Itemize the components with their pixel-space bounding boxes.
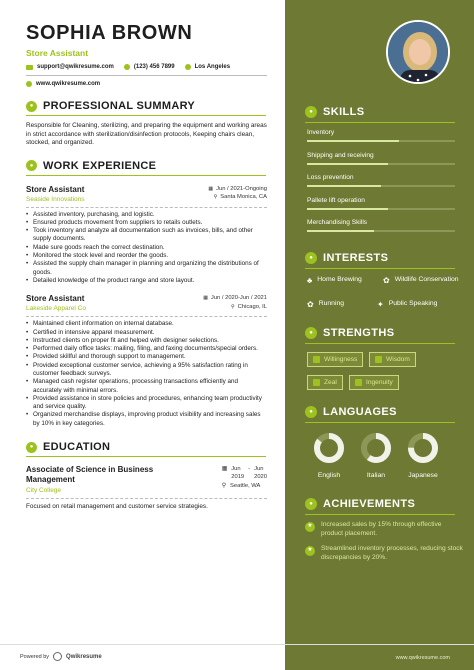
job-location: Chicago, IL bbox=[237, 303, 267, 310]
strength-tag bbox=[307, 352, 363, 367]
skill-label: Merchandising Skills bbox=[307, 219, 368, 226]
powered-label: Powered by bbox=[20, 653, 50, 660]
list-item: • Assisted inventory, purchasing, and logistic. bbox=[26, 211, 267, 219]
languages-title: LANGUAGES bbox=[323, 406, 397, 418]
interest-item bbox=[377, 300, 437, 310]
job-dates: Jun / 2020-Jun / 2021 bbox=[210, 295, 267, 302]
language-gauge bbox=[313, 432, 345, 469]
strength-label: Willingness bbox=[324, 356, 358, 363]
map-pin-icon: ⚲ bbox=[231, 303, 235, 310]
job-location: Santa Monica, CA bbox=[220, 193, 267, 200]
edu-end-month: Jun bbox=[254, 466, 264, 473]
running-icon: ✿ bbox=[307, 300, 314, 309]
job-divider bbox=[26, 207, 267, 208]
college-name: City College bbox=[26, 487, 62, 495]
contact-info bbox=[26, 64, 267, 70]
job-company: Seaside Innovations bbox=[26, 195, 85, 203]
location-pin-icon bbox=[185, 64, 191, 70]
education-title: EDUCATION bbox=[43, 441, 111, 454]
strengths-heading bbox=[305, 327, 394, 339]
list-item: • Monitored the stock level and reorder the goods. bbox=[26, 252, 267, 260]
summary-title: PROFESSIONAL SUMMARY bbox=[43, 100, 196, 112]
degree-title: Associate of Science in Business Management bbox=[26, 465, 154, 485]
summary-icon: ● bbox=[26, 101, 37, 112]
language-name: English bbox=[317, 472, 341, 479]
language-name: Italian bbox=[366, 472, 386, 479]
job-bullets bbox=[26, 211, 267, 286]
strengths-title: STRENGTHS bbox=[323, 327, 395, 339]
calendar-icon: ▦ bbox=[208, 185, 214, 192]
language-gauge bbox=[407, 432, 439, 469]
briefcase-icon: ● bbox=[26, 160, 37, 171]
summary-heading bbox=[26, 100, 267, 112]
achievement-text: Increased sales by 15% through effective product placement. bbox=[321, 521, 442, 537]
skills-divider bbox=[305, 122, 455, 123]
list-item: • Managed cash register operations, processing transactions efficiently and accurately with minimal errors. bbox=[26, 378, 267, 395]
education-description: Focused on retail management and customer service strategies. bbox=[26, 503, 208, 511]
interest-label: Home Brewing bbox=[317, 276, 362, 283]
language-icon: ● bbox=[305, 406, 317, 418]
achievements-title: ACHIEVEMENTS bbox=[323, 498, 416, 510]
language-gauge bbox=[360, 432, 392, 469]
skill-label: Loss prevention bbox=[307, 174, 354, 181]
book-icon bbox=[375, 356, 382, 363]
list-item: • Maintained client information on internal database. bbox=[26, 320, 267, 328]
job-company: Lakeside Apparel Co bbox=[26, 305, 86, 313]
skill-level-fill bbox=[307, 185, 381, 187]
interest-item bbox=[383, 276, 463, 286]
job-entry bbox=[26, 185, 267, 286]
strength-tag bbox=[307, 375, 343, 390]
footer-website[interactable]: www.qwikresume.com bbox=[395, 655, 450, 661]
education-heading bbox=[26, 441, 267, 453]
strength-tag bbox=[369, 352, 416, 367]
strength-tag bbox=[349, 375, 399, 390]
skill-level-bar bbox=[307, 140, 455, 142]
job-divider bbox=[26, 316, 267, 317]
job-meta bbox=[208, 185, 267, 202]
list-item: • Organized merchandise displays, improving product visibility and increasing sales by 10% in key categories. bbox=[26, 411, 267, 428]
job-entry bbox=[26, 294, 267, 428]
skills-heading bbox=[305, 106, 365, 118]
job-title: Store Assistant bbox=[26, 184, 85, 194]
phone-item bbox=[124, 64, 175, 70]
thumbs-up-icon bbox=[313, 356, 320, 363]
skill-level-fill bbox=[307, 230, 374, 232]
job-meta bbox=[203, 294, 267, 311]
interest-item bbox=[307, 276, 362, 286]
strength-label: Ingenuity bbox=[366, 379, 393, 386]
email-text: support@qwikresume.com bbox=[37, 64, 114, 70]
skill-level-bar bbox=[307, 208, 455, 210]
education-entry bbox=[26, 465, 267, 510]
achievements-divider bbox=[305, 514, 455, 515]
map-pin-icon: ⚲ bbox=[221, 482, 227, 489]
strength-label: Zeal bbox=[324, 379, 337, 386]
list-item: • Assisted the supply chain manager in planning and organizing the distributions of goods. bbox=[26, 260, 267, 277]
job-dates: Jun / 2021-Ongoing bbox=[216, 185, 267, 192]
microphone-icon: ✦ bbox=[377, 300, 384, 309]
graduation-cap-icon: ● bbox=[26, 442, 37, 453]
website-item[interactable] bbox=[26, 81, 100, 87]
list-item: • Performed daily office tasks: mailing, filing, and faxing documents/special orders. bbox=[26, 345, 267, 353]
summary-divider bbox=[26, 115, 266, 116]
calendar-icon: ▦ bbox=[203, 295, 208, 302]
list-item: • Made sure goods reach the correct destination. bbox=[26, 244, 267, 252]
paw-icon: ✿ bbox=[383, 276, 390, 285]
language-name: Japanese bbox=[408, 472, 438, 479]
beer-icon: ♣ bbox=[307, 276, 313, 285]
phone-icon bbox=[124, 64, 130, 70]
experience-heading bbox=[26, 160, 267, 172]
trophy-icon: ● bbox=[305, 498, 317, 510]
map-pin-icon: ⚲ bbox=[213, 193, 218, 200]
list-item: • Provided skillful and thorough support to management. bbox=[26, 353, 267, 361]
gear-icon bbox=[355, 379, 362, 386]
list-item: • Provided exceptional customer service, achieving a 95% satisfaction rating in customer feedback surveys. bbox=[26, 362, 267, 379]
skill-label: Shipping and receiving bbox=[307, 151, 374, 159]
powered-by bbox=[20, 652, 102, 661]
list-item: • Certified in intensive apparel measurement. bbox=[26, 329, 267, 337]
edu-location: Seattle, WA bbox=[230, 482, 261, 489]
lightbulb-icon: ● bbox=[305, 106, 317, 118]
interest-label: Wildlife Conservation bbox=[394, 276, 459, 283]
globe-icon bbox=[26, 81, 32, 87]
strength-label: Wisdom bbox=[386, 356, 410, 363]
experience-title: WORK EXPERIENCE bbox=[43, 159, 157, 172]
education-line bbox=[26, 498, 267, 499]
achievement-text: Streamlined inventory processes, reducing stock discrepancies by 20%. bbox=[321, 545, 463, 561]
star-icon: ★ bbox=[305, 522, 315, 532]
interest-item bbox=[307, 300, 344, 310]
skill-level-bar bbox=[307, 230, 455, 232]
edu-end-year: 2020 bbox=[254, 474, 267, 481]
lightbulb-icon: ● bbox=[305, 327, 317, 339]
edu-start-year: 2019 bbox=[231, 474, 245, 481]
interests-divider bbox=[305, 268, 455, 269]
candidate-role: Store Assistant bbox=[26, 48, 89, 58]
star-icon: ★ bbox=[305, 546, 315, 556]
edu-start-month: Jun bbox=[231, 466, 241, 473]
skill-level-fill bbox=[307, 163, 388, 165]
interests-title: INTERESTS bbox=[323, 252, 389, 264]
list-item: • Instructed clients on proper fit and helped with designer selections. bbox=[26, 337, 267, 345]
contact-divider bbox=[26, 75, 267, 76]
skill-level-fill bbox=[307, 140, 399, 142]
education-meta: ▦ Jun 2019 - Jun 2020 ⚲ Seattle, WA bbox=[221, 466, 267, 489]
website-text: www.qwikresume.com bbox=[36, 81, 101, 87]
location-item bbox=[185, 64, 230, 70]
profile-photo bbox=[386, 20, 450, 84]
qwikresume-logo-icon bbox=[53, 652, 62, 661]
interests-heading bbox=[305, 252, 388, 264]
brand-name[interactable]: Qwikresume bbox=[66, 653, 102, 660]
achievement-item bbox=[305, 545, 463, 562]
skill-level-bar bbox=[307, 163, 455, 165]
phone-text: (123) 456 7899 bbox=[133, 64, 175, 70]
skills-title: SKILLS bbox=[323, 106, 365, 118]
sidebar bbox=[285, 0, 474, 670]
achievement-item bbox=[305, 521, 463, 538]
email-item[interactable] bbox=[26, 64, 114, 70]
heart-icon: ● bbox=[305, 252, 317, 264]
experience-divider bbox=[26, 175, 266, 176]
calendar-icon: ▦ bbox=[221, 466, 228, 473]
strengths-divider bbox=[305, 343, 455, 344]
footer bbox=[0, 644, 474, 670]
bolt-icon bbox=[313, 379, 320, 386]
email-icon bbox=[26, 65, 33, 70]
list-item: • Ensured products movement from suppliers to retails outlets. bbox=[26, 219, 267, 227]
languages-divider bbox=[305, 422, 455, 423]
skill-level-bar bbox=[307, 185, 455, 187]
interest-label: Public Speaking bbox=[388, 300, 438, 307]
skill-label: Inventory bbox=[307, 129, 335, 136]
list-item: • Took inventory and analyze all documentation such as invoices, bills, and other supply documents. bbox=[26, 227, 267, 244]
location-text: Los Angeles bbox=[194, 64, 231, 70]
website-row bbox=[26, 81, 267, 87]
summary-text: Responsible for Cleaning, sterilizing, and preparing the equipment and working areas in strict accordance with sterilization/disinfection protocols, Keeping chairs clean, stocked, and organized. bbox=[26, 122, 267, 147]
languages-heading bbox=[305, 406, 397, 418]
skill-label: Pallete lift operation bbox=[307, 196, 365, 204]
job-title: Store Assistant bbox=[26, 294, 85, 304]
achievements-heading bbox=[305, 498, 415, 510]
candidate-name: SOPHIA BROWN bbox=[26, 22, 193, 44]
job-bullets bbox=[26, 320, 267, 428]
list-item: • Detailed knowledge of the product range and store layout. bbox=[26, 277, 267, 285]
education-divider bbox=[26, 456, 266, 457]
list-item: • Provided assistance in store policies and procedures, enhancing team productivity and service quality. bbox=[26, 395, 267, 412]
interest-label: Running bbox=[318, 300, 345, 307]
skill-level-fill bbox=[307, 208, 388, 210]
